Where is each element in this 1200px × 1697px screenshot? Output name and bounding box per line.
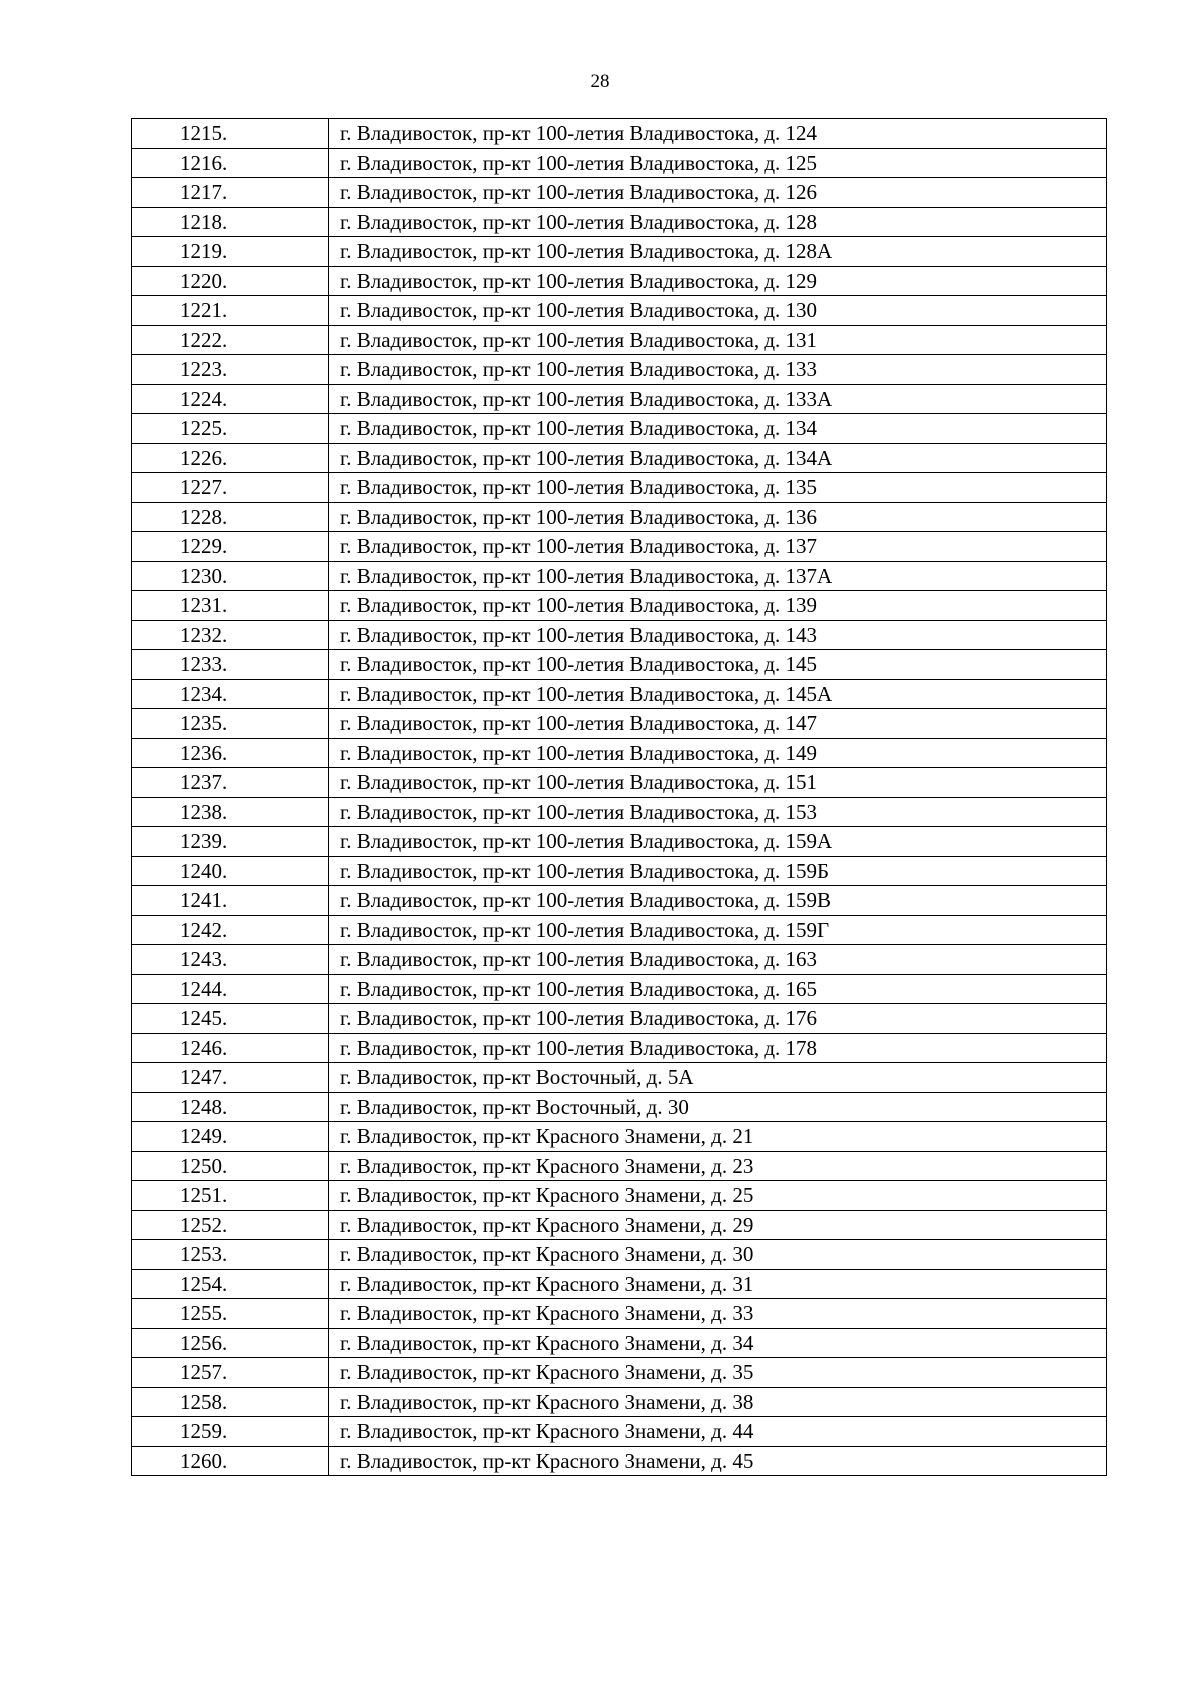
row-number: 1258. — [132, 1387, 329, 1417]
row-number: 1255. — [132, 1299, 329, 1329]
row-number: 1257. — [132, 1358, 329, 1388]
table-row — [132, 148, 1107, 178]
row-address: г. Владивосток, пр-кт 100-летия Владивостока, д. 136 — [329, 502, 1107, 532]
table-row — [132, 532, 1107, 562]
row-number: 1233. — [132, 650, 329, 680]
row-address: г. Владивосток, пр-кт Красного Знамени, д. 38 — [329, 1387, 1107, 1417]
row-number: 1259. — [132, 1417, 329, 1447]
row-number: 1216. — [132, 148, 329, 178]
row-address: г. Владивосток, пр-кт 100-летия Владивостока, д. 133 — [329, 355, 1107, 385]
row-number: 1236. — [132, 738, 329, 768]
table-row — [132, 1417, 1107, 1447]
row-address: г. Владивосток, пр-кт 100-летия Владивостока, д. 134 — [329, 414, 1107, 444]
row-number: 1231. — [132, 591, 329, 621]
row-address: г. Владивосток, пр-кт Красного Знамени, д. 35 — [329, 1358, 1107, 1388]
table-row — [132, 561, 1107, 591]
table-row — [132, 1240, 1107, 1270]
row-address: г. Владивосток, пр-кт 100-летия Владивостока, д. 143 — [329, 620, 1107, 650]
row-address: г. Владивосток, пр-кт 100-летия Владивостока, д. 130 — [329, 296, 1107, 326]
row-number: 1219. — [132, 237, 329, 267]
row-address: г. Владивосток, пр-кт 100-летия Владивостока, д. 163 — [329, 945, 1107, 975]
table-row — [132, 1092, 1107, 1122]
table-row — [132, 738, 1107, 768]
table-row — [132, 325, 1107, 355]
table-row — [132, 1269, 1107, 1299]
row-number: 1229. — [132, 532, 329, 562]
row-address: г. Владивосток, пр-кт Красного Знамени, д. 23 — [329, 1151, 1107, 1181]
table-row — [132, 119, 1107, 149]
table-row — [132, 1063, 1107, 1093]
row-address: г. Владивосток, пр-кт 100-летия Владивостока, д. 178 — [329, 1033, 1107, 1063]
row-address: г. Владивосток, пр-кт Красного Знамени, д. 25 — [329, 1181, 1107, 1211]
row-address: г. Владивосток, пр-кт 100-летия Владивостока, д. 159А — [329, 827, 1107, 857]
row-number: 1244. — [132, 974, 329, 1004]
row-number: 1221. — [132, 296, 329, 326]
row-number: 1220. — [132, 266, 329, 296]
row-address: г. Владивосток, пр-кт 100-летия Владивостока, д. 159В — [329, 886, 1107, 916]
row-address: г. Владивосток, пр-кт 100-летия Владивостока, д. 124 — [329, 119, 1107, 149]
row-address: г. Владивосток, пр-кт 100-летия Владивостока, д. 151 — [329, 768, 1107, 798]
row-address: г. Владивосток, пр-кт 100-летия Владивостока, д. 133А — [329, 384, 1107, 414]
row-address: г. Владивосток, пр-кт Красного Знамени, д. 21 — [329, 1122, 1107, 1152]
row-number: 1253. — [132, 1240, 329, 1270]
table-row — [132, 1299, 1107, 1329]
row-address: г. Владивосток, пр-кт 100-летия Владивостока, д. 149 — [329, 738, 1107, 768]
row-address: г. Владивосток, пр-кт 100-летия Владивостока, д. 125 — [329, 148, 1107, 178]
table-row — [132, 384, 1107, 414]
table-row — [132, 1122, 1107, 1152]
table-row — [132, 1210, 1107, 1240]
row-address: г. Владивосток, пр-кт Красного Знамени, д. 45 — [329, 1446, 1107, 1476]
row-number: 1234. — [132, 679, 329, 709]
row-number: 1256. — [132, 1328, 329, 1358]
row-address: г. Владивосток, пр-кт 100-летия Владивостока, д. 137А — [329, 561, 1107, 591]
row-number: 1250. — [132, 1151, 329, 1181]
row-address: г. Владивосток, пр-кт Красного Знамени, д. 29 — [329, 1210, 1107, 1240]
address-table-body — [132, 119, 1107, 1476]
row-address: г. Владивосток, пр-кт 100-летия Владивостока, д. 147 — [329, 709, 1107, 739]
row-number: 1248. — [132, 1092, 329, 1122]
table-row — [132, 620, 1107, 650]
table-row — [132, 473, 1107, 503]
row-number: 1217. — [132, 178, 329, 208]
table-row — [132, 768, 1107, 798]
table-row — [132, 1387, 1107, 1417]
row-address: г. Владивосток, пр-кт 100-летия Владивостока, д. 131 — [329, 325, 1107, 355]
table-row — [132, 1446, 1107, 1476]
table-row — [132, 797, 1107, 827]
row-address: г. Владивосток, пр-кт Восточный, д. 30 — [329, 1092, 1107, 1122]
table-row — [132, 355, 1107, 385]
table-row — [132, 237, 1107, 267]
row-address: г. Владивосток, пр-кт Восточный, д. 5А — [329, 1063, 1107, 1093]
table-row — [132, 414, 1107, 444]
row-number: 1222. — [132, 325, 329, 355]
row-number: 1225. — [132, 414, 329, 444]
row-address: г. Владивосток, пр-кт Красного Знамени, д. 33 — [329, 1299, 1107, 1329]
row-number: 1240. — [132, 856, 329, 886]
row-address: г. Владивосток, пр-кт 100-летия Владивостока, д. 159Г — [329, 915, 1107, 945]
row-number: 1241. — [132, 886, 329, 916]
row-address: г. Владивосток, пр-кт 100-летия Владивостока, д. 128 — [329, 207, 1107, 237]
table-row — [132, 207, 1107, 237]
row-number: 1254. — [132, 1269, 329, 1299]
row-address: г. Владивосток, пр-кт 100-летия Владивостока, д. 153 — [329, 797, 1107, 827]
row-number: 1260. — [132, 1446, 329, 1476]
row-number: 1247. — [132, 1063, 329, 1093]
table-row — [132, 679, 1107, 709]
row-address: г. Владивосток, пр-кт 100-летия Владивостока, д. 129 — [329, 266, 1107, 296]
table-row — [132, 915, 1107, 945]
row-address: г. Владивосток, пр-кт 100-летия Владивостока, д. 126 — [329, 178, 1107, 208]
row-address: г. Владивосток, пр-кт Красного Знамени, д. 34 — [329, 1328, 1107, 1358]
row-number: 1243. — [132, 945, 329, 975]
table-row — [132, 1004, 1107, 1034]
table-row — [132, 1328, 1107, 1358]
row-address: г. Владивосток, пр-кт 100-летия Владивостока, д. 176 — [329, 1004, 1107, 1034]
row-address: г. Владивосток, пр-кт 100-летия Владивостока, д. 159Б — [329, 856, 1107, 886]
row-number: 1245. — [132, 1004, 329, 1034]
row-number: 1230. — [132, 561, 329, 591]
table-row — [132, 443, 1107, 473]
row-number: 1232. — [132, 620, 329, 650]
row-number: 1239. — [132, 827, 329, 857]
row-number: 1235. — [132, 709, 329, 739]
row-number: 1246. — [132, 1033, 329, 1063]
row-address: г. Владивосток, пр-кт 100-летия Владивостока, д. 139 — [329, 591, 1107, 621]
table-row — [132, 945, 1107, 975]
table-row — [132, 1358, 1107, 1388]
row-address: г. Владивосток, пр-кт Красного Знамени, д. 30 — [329, 1240, 1107, 1270]
table-row — [132, 1033, 1107, 1063]
table-row — [132, 709, 1107, 739]
row-address: г. Владивосток, пр-кт 100-летия Владивостока, д. 165 — [329, 974, 1107, 1004]
row-address: г. Владивосток, пр-кт 100-летия Владивостока, д. 128А — [329, 237, 1107, 267]
table-row — [132, 886, 1107, 916]
table-row — [132, 178, 1107, 208]
table-row — [132, 856, 1107, 886]
row-number: 1215. — [132, 119, 329, 149]
table-row — [132, 827, 1107, 857]
row-number: 1237. — [132, 768, 329, 798]
table-row — [132, 502, 1107, 532]
row-address: г. Владивосток, пр-кт 100-летия Владивостока, д. 145А — [329, 679, 1107, 709]
row-number: 1218. — [132, 207, 329, 237]
row-number: 1252. — [132, 1210, 329, 1240]
row-address: г. Владивосток, пр-кт 100-летия Владивостока, д. 145 — [329, 650, 1107, 680]
address-table — [131, 118, 1107, 1476]
table-row — [132, 1151, 1107, 1181]
row-number: 1224. — [132, 384, 329, 414]
page-number: 28 — [590, 71, 610, 92]
row-number: 1228. — [132, 502, 329, 532]
row-address: г. Владивосток, пр-кт 100-летия Владивостока, д. 137 — [329, 532, 1107, 562]
row-address: г. Владивосток, пр-кт Красного Знамени, д. 44 — [329, 1417, 1107, 1447]
table-row — [132, 266, 1107, 296]
row-number: 1238. — [132, 797, 329, 827]
row-number: 1226. — [132, 443, 329, 473]
row-address: г. Владивосток, пр-кт Красного Знамени, д. 31 — [329, 1269, 1107, 1299]
table-row — [132, 296, 1107, 326]
table-row — [132, 591, 1107, 621]
row-number: 1249. — [132, 1122, 329, 1152]
table-row — [132, 650, 1107, 680]
row-address: г. Владивосток, пр-кт 100-летия Владивостока, д. 134А — [329, 443, 1107, 473]
row-number: 1251. — [132, 1181, 329, 1211]
row-address: г. Владивосток, пр-кт 100-летия Владивостока, д. 135 — [329, 473, 1107, 503]
table-row — [132, 1181, 1107, 1211]
row-number: 1242. — [132, 915, 329, 945]
row-number: 1223. — [132, 355, 329, 385]
row-number: 1227. — [132, 473, 329, 503]
table-row — [132, 974, 1107, 1004]
